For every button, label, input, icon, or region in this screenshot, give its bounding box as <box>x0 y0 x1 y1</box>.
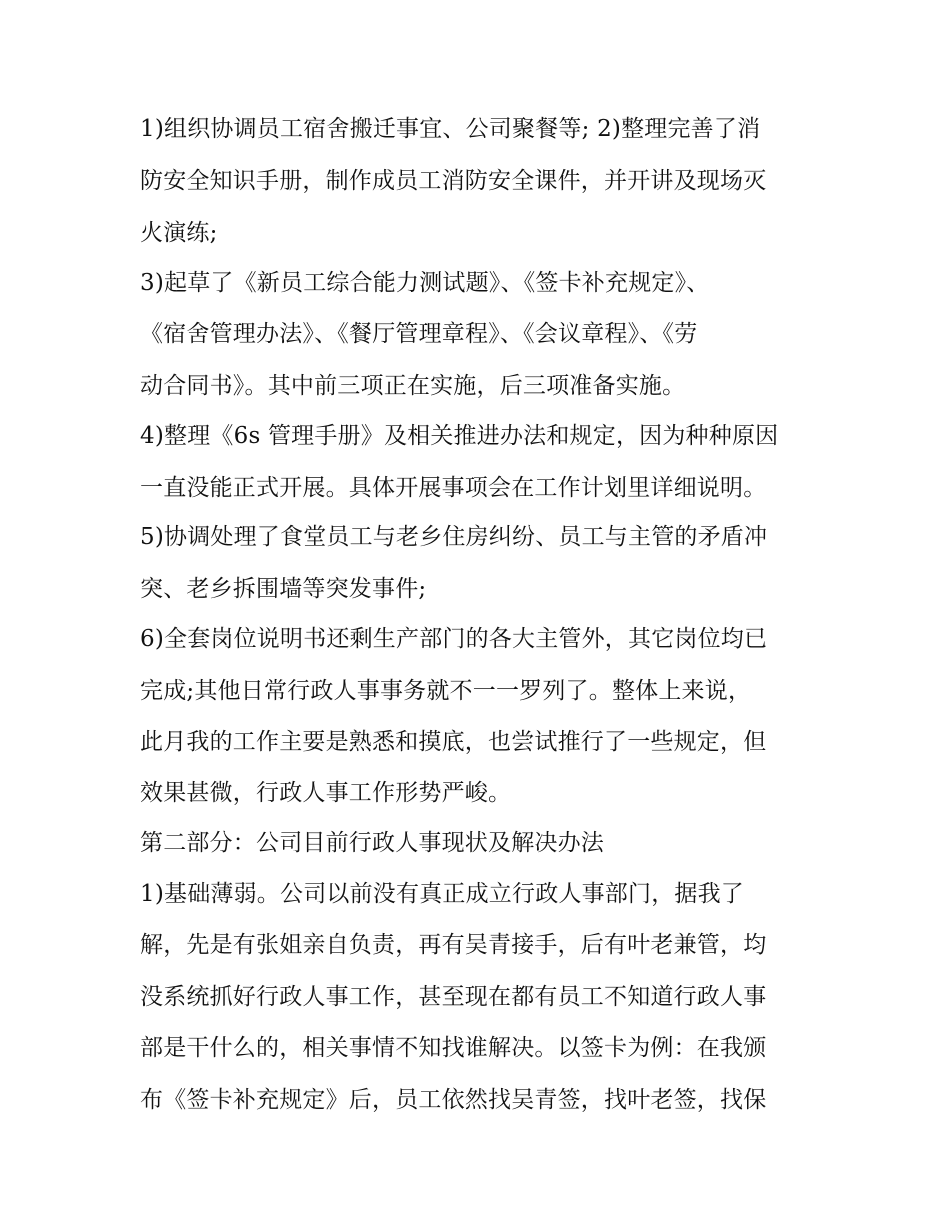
text-line: 3)起草了《新员工综合能力测试题》、《签卡补充规定》、 <box>140 270 710 296</box>
text-line: 效果甚微，行政人事工作形势严峻。 <box>140 780 512 806</box>
text-line: 火演练; <box>140 220 218 246</box>
text-line: 此月我的工作主要是熟悉和摸底，也尝试推行了一些规定，但 <box>140 729 767 755</box>
text-line: 防安全知识手册，制作成员工消防安全课件，并开讲及现场灭 <box>140 168 767 194</box>
text-line: 布《签卡补充规定》后，员工依然找吴青签，找叶老签，找保 <box>140 1087 767 1113</box>
text-line: 5)协调处理了食堂员工与老乡住房纠纷、员工与主管的矛盾冲 <box>140 524 768 550</box>
text-line: 一直没能正式开展。具体开展事项会在工作计划里详细说明。 <box>140 475 767 501</box>
text-line: 1)组织协调员工宿舍搬迁事宜、公司聚餐等; 2)整理完善了消 <box>140 116 761 142</box>
text-line: 6)全套岗位说明书还剩生产部门的各大主管外，其它岗位均已 <box>140 626 768 652</box>
text-line: 动合同书》。其中前三项正在实施，后三项准备实施。 <box>140 373 686 399</box>
text-line: 部是干什么的，相关事情不知找谁解决。以签卡为例：在我颁 <box>140 1035 767 1061</box>
text-line: 突、老乡拆围墙等突发事件; <box>140 576 427 602</box>
section-heading: 第二部分：公司目前行政人事现状及解决办法 <box>140 830 604 856</box>
text-line: 完成;其他日常行政人事事务就不一一罗列了。整体上来说， <box>140 678 752 704</box>
text-line: 没系统抓好行政人事工作，甚至现在都有员工不知道行政人事 <box>140 984 767 1010</box>
text-line: 《宿舍管理办法》、《餐厅管理章程》、《会议章程》、《劳 <box>140 321 698 347</box>
text-line: 1)基础薄弱。公司以前没有真正成立行政人事部门，据我了 <box>140 881 745 907</box>
text-line: 4)整理《6s 管理手册》及相关推进办法和规定，因为种种原因 <box>140 423 779 449</box>
text-line: 解，先是有张姐亲自负责，再有吴青接手，后有叶老兼管，均 <box>140 932 767 958</box>
